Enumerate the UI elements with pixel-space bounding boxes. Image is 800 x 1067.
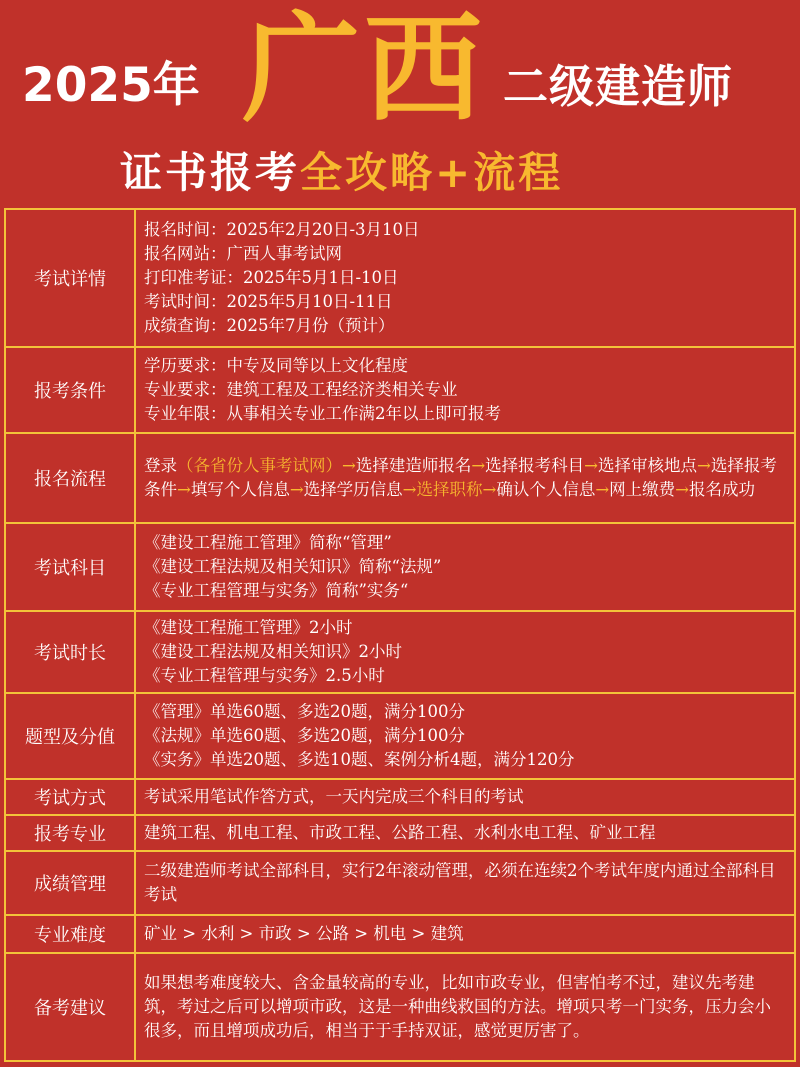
process-step: 选择报考条件 <box>144 456 777 499</box>
row-label: 考试时长 <box>5 611 135 693</box>
row-content <box>135 693 795 779</box>
row-content: 二级建造师考试全部科目，实行2年滚动管理，必须在连续2个考试年度内通过全部科目考试 <box>135 851 795 915</box>
condition-line: 学历要求：中专及同等以上文化程度 <box>144 356 408 375</box>
detail-line: 成绩查询：2025年7月份（预计） <box>144 316 395 335</box>
row-majors <box>5 815 795 851</box>
process-step: 报名成功 <box>688 480 755 499</box>
header-subtitle <box>120 140 563 200</box>
process-step: 填写个人信息 <box>190 480 290 499</box>
subject-line: 《建设工程施工管理》简称“管理” <box>144 533 392 552</box>
row-scoring <box>5 693 795 779</box>
duration-line: 《建设工程施工管理》2小时 <box>144 618 353 637</box>
process-arrow: → <box>584 456 598 475</box>
detail-line: 考试时间：2025年5月10日-11日 <box>144 292 393 311</box>
subject-line: 《专业工程管理与实务》简称”实务“ <box>144 581 409 600</box>
subject-line: 《建设工程法规及相关知识》简称“法规” <box>144 557 442 576</box>
row-label: 成绩管理 <box>5 851 135 915</box>
process-step: 选择建造师报名 <box>355 456 472 475</box>
process-step: 选择审核地点 <box>597 456 697 475</box>
row-label: 专业难度 <box>5 915 135 953</box>
row-label: 报名流程 <box>5 433 135 523</box>
scoring-line: 《管理》单选60题、多选20题，满分100分 <box>144 702 465 721</box>
process-arrow: → <box>177 480 191 499</box>
process-arrow: → <box>595 480 610 499</box>
row-content <box>135 433 795 523</box>
header-year: 2025年 <box>22 58 200 113</box>
process-step: （各省份人事考试网）→ <box>177 456 356 475</box>
condition-line: 专业要求：建筑工程及工程经济类相关专业 <box>144 380 458 399</box>
process-step: 选择报考科目 <box>485 456 585 475</box>
row-label: 考试科目 <box>5 523 135 611</box>
detail-line: 报名时间：2025年2月20日-3月10日 <box>144 220 420 239</box>
header-region: 广西 <box>242 0 487 138</box>
header-title: 二级建造师 <box>503 60 734 113</box>
process-step: 网上缴费 <box>609 480 676 499</box>
row-label: 报考专业 <box>5 815 135 851</box>
process-arrow: → <box>471 456 486 475</box>
process-step-highlight: →选择职称→ <box>402 480 497 499</box>
process-step: 确认个人信息 <box>496 480 596 499</box>
duration-line: 《建设工程法规及相关知识》2小时 <box>144 642 402 661</box>
row-content: 考试采用笔试作答方式，一天内完成三个科目的考试 <box>135 779 795 815</box>
process-arrow: → <box>289 480 304 499</box>
row-method <box>5 779 795 815</box>
row-score-management <box>5 851 795 915</box>
row-content: 建筑工程、机电工程、市政工程、公路工程、水利水电工程、矿业工程 <box>135 815 795 851</box>
process-text <box>144 454 786 502</box>
process-step: 登录 <box>144 456 177 475</box>
subtitle-white: 证书报考 <box>120 148 301 197</box>
row-label: 考试详情 <box>5 209 135 347</box>
row-content: 矿业 > 水利 > 市政 > 公路 > 机电 > 建筑 <box>135 915 795 953</box>
duration-line: 《专业工程管理与实务》2.5小时 <box>144 666 385 685</box>
row-content <box>135 523 795 611</box>
row-advice <box>5 953 795 1061</box>
process-arrow: → <box>675 480 689 499</box>
row-subjects <box>5 523 795 611</box>
condition-line: 专业年限：从事相关专业工作满2年以上即可报考 <box>144 404 501 423</box>
row-process <box>5 433 795 523</box>
row-content <box>135 347 795 433</box>
row-duration <box>5 611 795 693</box>
row-details <box>5 209 795 347</box>
subtitle-yellow: 全攻略+流程 <box>300 148 564 197</box>
detail-line: 打印准考证：2025年5月1日-10日 <box>144 268 399 287</box>
row-label: 备考建议 <box>5 953 135 1061</box>
process-step: 选择学历信息 <box>303 480 403 499</box>
row-difficulty <box>5 915 795 953</box>
row-label: 报考条件 <box>5 347 135 433</box>
row-content <box>135 209 795 347</box>
row-content: 如果想考难度较大、含金量较高的专业，比如市政专业，但害怕考不过，建议先考建筑，考过之后可以增项市政，这是一种曲线救国的方法。增项只考一门实务，压力会小很多，而且增项成功后，相当于于手持双证，感觉更厉害了。 <box>135 953 795 1061</box>
scoring-line: 《法规》单选60题、多选20题，满分100分 <box>144 726 465 745</box>
row-conditions <box>5 347 795 433</box>
row-label: 考试方式 <box>5 779 135 815</box>
scoring-line: 《实务》单选20题、多选10题、案例分析4题，满分120分 <box>144 750 575 769</box>
process-arrow: → <box>696 456 711 475</box>
row-content <box>135 611 795 693</box>
detail-line: 报名网站：广西人事考试网 <box>144 244 342 263</box>
header <box>0 0 800 205</box>
info-table <box>4 208 796 1062</box>
row-label: 题型及分值 <box>5 693 135 779</box>
